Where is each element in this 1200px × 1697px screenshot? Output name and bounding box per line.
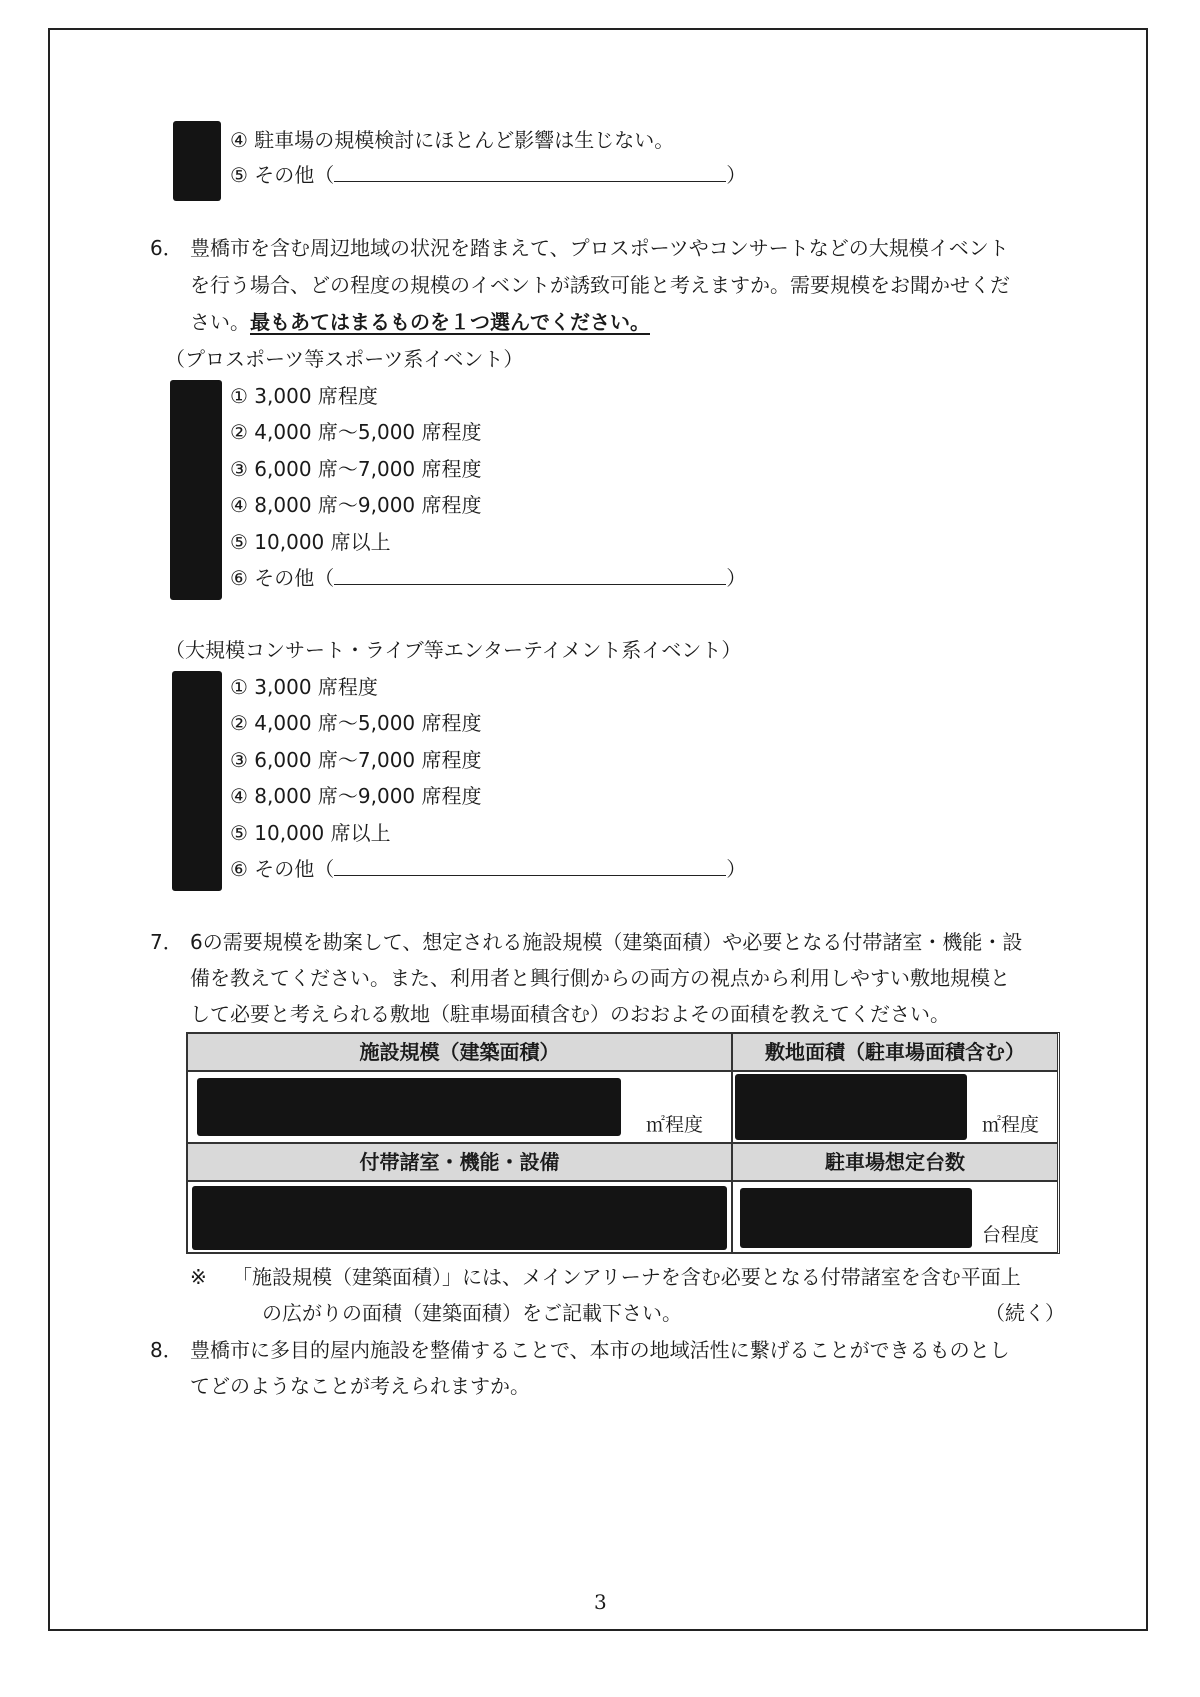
q6-sports-option-1: ① 3,000 席程度	[230, 384, 378, 408]
redacted-answer-block	[170, 380, 222, 600]
q6-sports-option-5: ⑤ 10,000 席以上	[230, 530, 391, 554]
q6-sports-other-blank[interactable]	[334, 566, 726, 585]
q7-line-2: 備を教えてください。また、利用者と興行側からの両方の視点から利用しやすい敷地規模と	[190, 966, 1010, 990]
q6-concert-other-label: ⑥ その他（	[230, 857, 335, 881]
q7-line-3: して必要と考えられる敷地（駐車場面積含む）のおおよその面積を教えてください。	[190, 1002, 950, 1026]
q5-option-5-label: ⑤ その他（	[230, 163, 335, 187]
q7-note-mark: ※	[190, 1265, 207, 1289]
q6-sports-other-close: ）	[726, 566, 747, 590]
q6-concert-option-2: ② 4,000 席～5,000 席程度	[230, 711, 482, 735]
continued-label: （続く）	[985, 1301, 1065, 1325]
q6-sports-option-3: ③ 6,000 席～7,000 席程度	[230, 457, 482, 481]
q6-concert-heading: （大規模コンサート・ライブ等エンターテイメント系イベント）	[165, 638, 742, 662]
q6-sports-option-2: ② 4,000 席～5,000 席程度	[230, 420, 482, 444]
header-building-area: 施設規模（建築面積）	[187, 1033, 732, 1071]
q8-line-1: 豊橋市に多目的屋内施設を整備することで、本市の地域活性に繋げることができるものとし	[190, 1338, 1010, 1362]
q5-option-5	[230, 163, 746, 187]
header-parking-count: 駐車場想定台数	[732, 1143, 1058, 1181]
q6-line-3-plain: さい。	[190, 310, 250, 334]
q7-note-line-1: 「施設規模（建築面積）」には、メインアリーナを含む必要となる付帯諸室を含む平面上	[232, 1265, 1021, 1289]
q6-line-2: を行う場合、どの程度の規模のイベントが誘致可能と考えますか。需要規模をお聞かせくだ	[190, 273, 1010, 297]
q6-sports-option-4: ④ 8,000 席～9,000 席程度	[230, 493, 482, 517]
q6-concert-option-6	[230, 857, 746, 881]
cell-parking-count[interactable]	[732, 1181, 1058, 1253]
redacted-value	[735, 1074, 967, 1140]
q8-line-2: てどのようなことが考えられますか。	[190, 1374, 530, 1398]
redacted-value	[740, 1188, 972, 1248]
cell-building-area[interactable]	[187, 1071, 732, 1143]
q6-sports-other-label: ⑥ その他（	[230, 566, 335, 590]
q7-line-1: 6の需要規模を勘案して、想定される施設規模（建築面積）や必要となる付帯諸室・機能・設	[190, 930, 1023, 954]
header-site-area: 敷地面積（駐車場面積含む）	[732, 1033, 1058, 1071]
q7-note-line-2: の広がりの面積（建築面積）をご記載下さい。	[262, 1301, 682, 1325]
redacted-value	[192, 1186, 727, 1250]
q6-concert-option-1: ① 3,000 席程度	[230, 675, 378, 699]
q6-concert-option-4: ④ 8,000 席～9,000 席程度	[230, 784, 482, 808]
q5-other-blank[interactable]	[334, 163, 726, 182]
q6-concert-other-close: ）	[726, 857, 747, 881]
q6-line-1: 豊橋市を含む周辺地域の状況を踏まえて、プロスポーツやコンサートなどの大規模イベント	[190, 236, 1009, 260]
q5-option-5-close: ）	[726, 163, 747, 187]
unit-square-meters: ㎡程度	[646, 1114, 704, 1136]
header-facilities: 付帯諸室・機能・設備	[187, 1143, 732, 1181]
q6-line-3	[190, 310, 650, 334]
q6-sports-heading: （プロスポーツ等スポーツ系イベント）	[165, 347, 524, 371]
unit-square-meters: ㎡程度	[982, 1114, 1040, 1136]
q6-sports-option-6	[230, 566, 746, 590]
q7-number: 7．	[150, 930, 183, 954]
unit-cars: 台程度	[982, 1224, 1040, 1246]
q6-concert-other-blank[interactable]	[334, 857, 726, 876]
q6-concert-option-3: ③ 6,000 席～7,000 席程度	[230, 748, 482, 772]
redacted-value	[197, 1078, 621, 1136]
q5-option-4: ④ 駐車場の規模検討にほとんど影響は生じない。	[230, 128, 675, 152]
redacted-answer-block	[173, 121, 221, 201]
page-number: 3	[594, 1590, 607, 1614]
q6-concert-option-5: ⑤ 10,000 席以上	[230, 821, 391, 845]
q6-number: 6．	[150, 236, 183, 260]
redacted-answer-block	[172, 671, 222, 891]
cell-site-area[interactable]	[732, 1071, 1058, 1143]
q6-instruction: 最もあてはまるものを１つ選んでください。	[250, 310, 650, 334]
facility-scale-table	[186, 1032, 1060, 1254]
cell-facilities[interactable]	[187, 1181, 732, 1253]
q8-number: 8．	[150, 1338, 183, 1362]
